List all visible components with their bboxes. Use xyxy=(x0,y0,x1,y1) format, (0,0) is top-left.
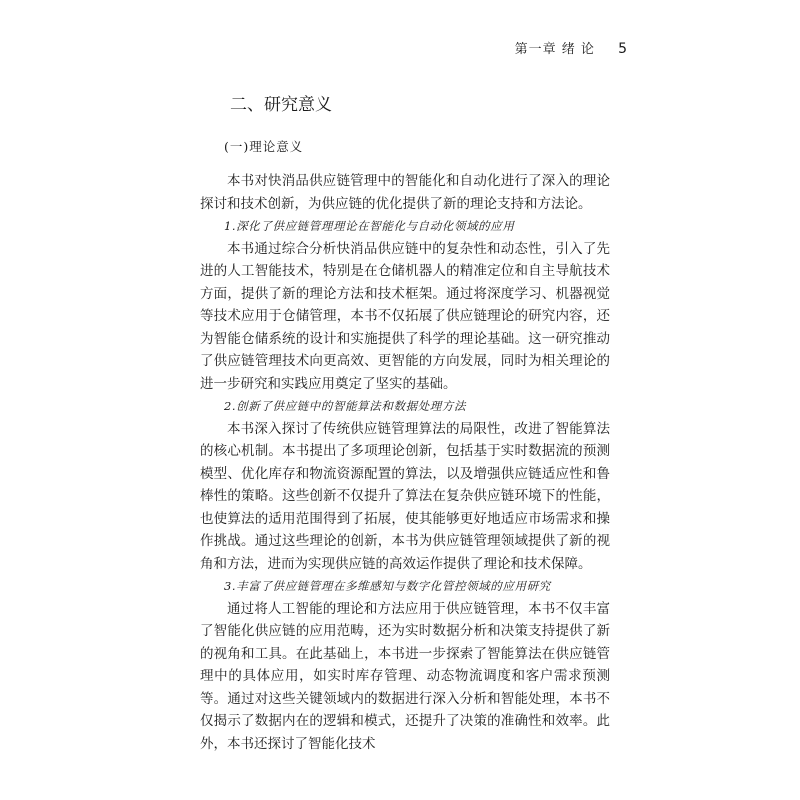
paragraph: 本书深入探讨了传统供应链管理算法的局限性，改进了智能算法的核心机制。本书提出了多项理论创新，包括基于实时数据流的预测模型、优化库存和物流资源配置的算法，以及增强供应链适应性和鲁棒性的策略。这些创新不仅提升了算法在复杂供应链环境下的性能，也使算法的适用范围得到了拓展，使其能够更好地适应市场需求和操作挑战。通过这些理论的创新，本书为供应链管理领域提供了新的视角和方法，进而为实现供应链的高效运作提供了理论和技术保障。 xyxy=(200,420,610,572)
paragraph: 本书通过综合分析快消品供应链中的复杂性和动态性，引入了先进的人工智能技术，特别是在仓储机器人的精准定位和自主导航技术方面，提供了新的理论方法和技术框架。通过将深度学习、机器视觉等技术应用于仓储管理，本书不仅拓展了供应链理论的研究内容，还为智能仓储系统的设计和实施提供了科学的理论基础。这一研究推动了供应链管理技术向更高效、更智能的方向发展，同时为相关理论的进一步研究和实践应用奠定了坚实的基础。 xyxy=(200,240,610,392)
numbered-heading: 1.深化了供应链管理理论在智能化与自动化领域的应用 xyxy=(224,219,515,233)
subsection-title: (一)理论意义 xyxy=(224,139,304,154)
paragraph: 通过将人工智能的理论和方法应用于供应链管理，本书不仅丰富了智能化供应链的应用范畴，还为实时数据分析和决策支持提供了新的视角和工具。在此基础上，本书进一步探索了智能算法在供应链管理中的具体应用，如实时库存管理、动态物流调度和客户需求预测等。通过对这些关键领域内的数据进行深入分析和智能处理，本书不仅揭示了数据内在的逻辑和模式，还提升了决策的准确性和效率。此外，本书还探讨了智能化技术 xyxy=(200,600,610,752)
numbered-heading: 3.丰富了供应链管理在多维感知与数字化管控领域的应用研究 xyxy=(224,579,551,593)
section-title: 二、研究意义 xyxy=(230,95,332,115)
numbered-heading: 2.创新了供应链中的智能算法和数据处理方法 xyxy=(224,399,467,413)
paragraph: 本书对快消品供应链管理中的智能化和自动化进行了深入的理论探讨和技术创新，为供应链的优化提供了新的理论支持和方法论。 xyxy=(200,173,610,212)
running-header xyxy=(515,38,628,57)
page-number: 5 xyxy=(618,41,628,57)
body-text xyxy=(200,170,610,755)
chapter-title: 第一章 绪 论 xyxy=(514,42,595,57)
